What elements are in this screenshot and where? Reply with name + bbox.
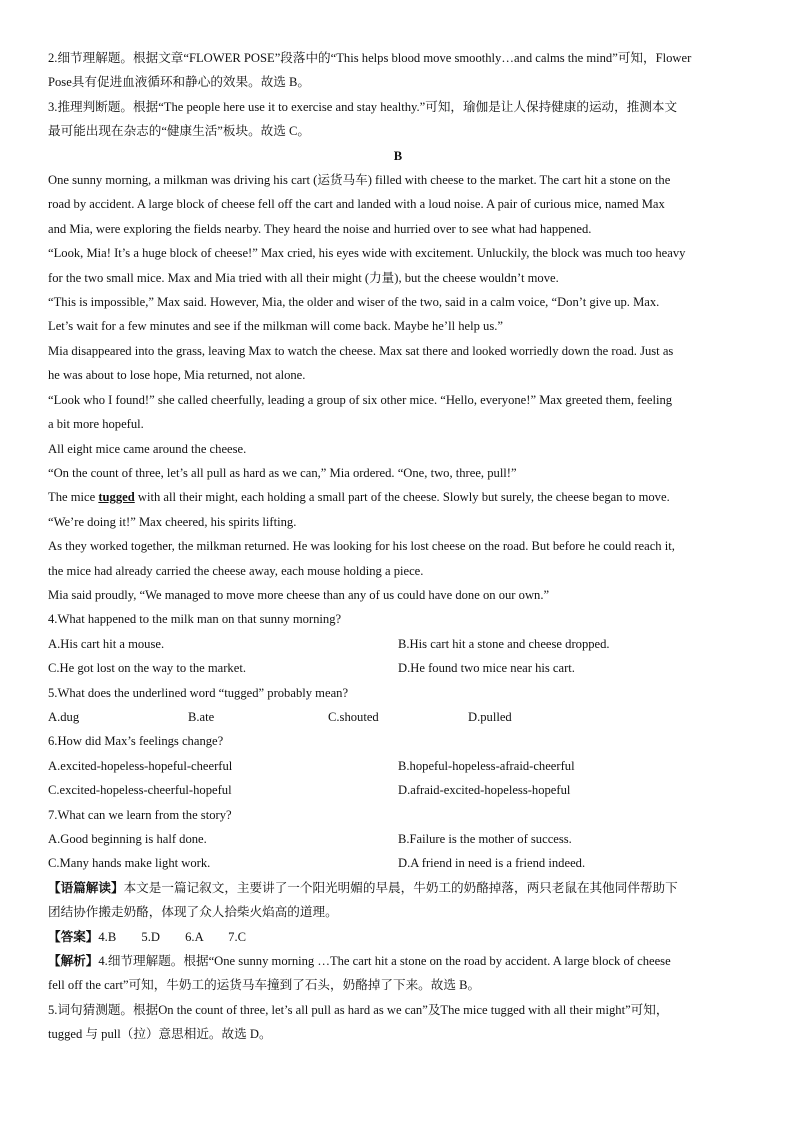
document-page (48, 46, 748, 1047)
story-line: All eight mice came around the cheese. (48, 441, 247, 456)
option: C.He got lost on the way to the market. (48, 661, 246, 676)
explain-label: 【解析】 (48, 954, 99, 969)
option: A.dug (48, 709, 80, 724)
options-row (48, 705, 748, 729)
answer-label: 【答案】 (48, 929, 99, 944)
question-stem: 6.How did Max’s feelings change? (48, 734, 224, 749)
option: C.shouted (328, 709, 379, 724)
options-row (48, 851, 748, 875)
explain-text: 4.细节理解题。根据“One sunny morning …The cart hit a stone on the road by accident. A large block of cheese (98, 954, 671, 969)
option: A.Good beginning is half done. (48, 832, 207, 846)
underlined-word: tugged (98, 490, 135, 505)
question-stem: 4.What happened to the milk man on that sunny morning? (48, 612, 342, 627)
q3-explanation-line1: 3.推理判断题。根据“The people here use it to exercise and stay healthy.”可知，瑜伽是让人保持健康的运动，推测本文 (48, 99, 678, 114)
options-row (48, 778, 748, 802)
option: A.His cart hit a mouse. (48, 636, 165, 651)
story-line: the mice had already carried the cheese away, each mouse holding a piece. (48, 563, 424, 578)
question-stem: 7.What can we learn from the story? (48, 807, 232, 822)
story-line: for the two small mice. Max and Mia tried with all their might (力量), but the cheese wouldn’t move. (48, 270, 559, 285)
story-line: Mia disappeared into the grass, leaving Max to watch the cheese. Max sat there and looked worriedly down the road. Just as (48, 343, 674, 358)
story-line: road by accident. A large block of cheese fell off the cart and landed with a loud noise. A pair of curious mice, named Max (48, 197, 665, 212)
story-line: and Mia, were exploring the fields nearby. They heard the noise and hurried over to see what had happened. (48, 221, 592, 236)
explain-5-line1: 5.词句猜测题。根据On the count of three, let’s all pull as hard as we can”及The mice tugged with all their might”可知， (48, 1002, 669, 1017)
option: A.excited-hopeless-hopeful-cheerful (48, 758, 233, 773)
option: B.His cart hit a stone and cheese dropped. (398, 636, 610, 651)
explain-5-line2: tugged 与 pull（拉）意思相近。故选 D。 (48, 1027, 272, 1042)
q3-explanation-line2: 最可能出现在杂志的“健康生活”板块。故选 C。 (48, 124, 311, 139)
summary-line2: 团结协作搬走奶酪，体现了众人拾柴火焰高的道理。 (48, 905, 338, 920)
story-line: As they worked together, the milkman returned. He was looking for his lost cheese on the road. But before he could reach it, (48, 539, 675, 554)
option: B.hopeful-hopeless-afraid-cheerful (398, 758, 575, 773)
option: D.pulled (468, 709, 512, 724)
story-line-tugged (48, 485, 748, 509)
story-line: “We’re doing it!” Max cheered, his spirits lifting. (48, 514, 297, 529)
option: D.He found two mice near his cart. (398, 661, 575, 676)
options-row (48, 754, 748, 778)
story-text: with all their might, each holding a small part of the cheese. Slowly but surely, the cheese began to move. (134, 490, 670, 505)
answer-line (48, 925, 748, 949)
option: B.Failure is the mother of success. (398, 832, 572, 846)
option: B.ate (188, 709, 215, 724)
option: C.Many hands make light work. (48, 856, 211, 871)
q2-explanation-line2: Pose具有促进血液循环和静心的效果。故选 B。 (48, 75, 311, 90)
option: D.A friend in need is a friend indeed. (398, 856, 586, 871)
summary-text: 本文是一篇记叙文，主要讲了一个阳光明媚的早晨，牛奶工的奶酪掉落，两只老鼠在其他同伴帮助下 (123, 880, 678, 895)
story-line: “Look who I found!” she called cheerfully, leading a group of six other mice. “Hello, everyone!” Max greeted them, feeling (48, 392, 673, 407)
option: D.afraid-excited-hopeless-hopeful (398, 783, 571, 798)
q2-explanation-line1: 2.细节理解题。根据文章“FLOWER POSE”段落中的“This helps blood move smoothly…and calms the mind”可知，Flower (48, 51, 692, 65)
story-line: One sunny morning, a milkman was driving his cart (运货马车) filled with cheese to the market. The cart hit a stone on the (48, 173, 671, 188)
section-title: B (393, 148, 403, 163)
answer-values: 4.B 5.D 6.A 7.C (98, 929, 247, 944)
summary-line1 (48, 876, 748, 900)
options-row (48, 656, 748, 680)
explain-4-line2: fell off the cart”可知，牛奶工的运货马车撞到了石头，奶酪掉了下来。故选 B。 (48, 978, 481, 993)
options-row (48, 827, 748, 851)
summary-label: 【语篇解读】 (48, 880, 124, 895)
story-text: The mice (48, 490, 99, 505)
story-line: “Look, Mia! It’s a huge block of cheese!” Max cried, his eyes wide with excitement. Unluckily, the block was much too heavy (48, 246, 686, 261)
story-line: Mia said proudly, “We managed to move more cheese than any of us could have done on our own.” (48, 587, 550, 602)
story-line: “This is impossible,” Max said. However, Mia, the older and wiser of the two, said in a calm voice, “Don’t give up. Max. (48, 295, 660, 310)
story-line: a bit more hopeful. (48, 417, 144, 432)
options-row (48, 632, 748, 656)
story-line: Let’s wait for a few minutes and see if the milkman will come back. Maybe he’ll help us.” (48, 319, 503, 334)
story-line: “On the count of three, let’s all pull as hard as we can,” Mia ordered. “One, two, three, pull!” (48, 465, 517, 480)
question-stem: 5.What does the underlined word “tugged” probably mean? (48, 685, 349, 700)
explain-4-line1 (48, 949, 748, 973)
story-line: he was about to lose hope, Mia returned, not alone. (48, 368, 306, 383)
option: C.excited-hopeless-cheerful-hopeful (48, 783, 232, 798)
